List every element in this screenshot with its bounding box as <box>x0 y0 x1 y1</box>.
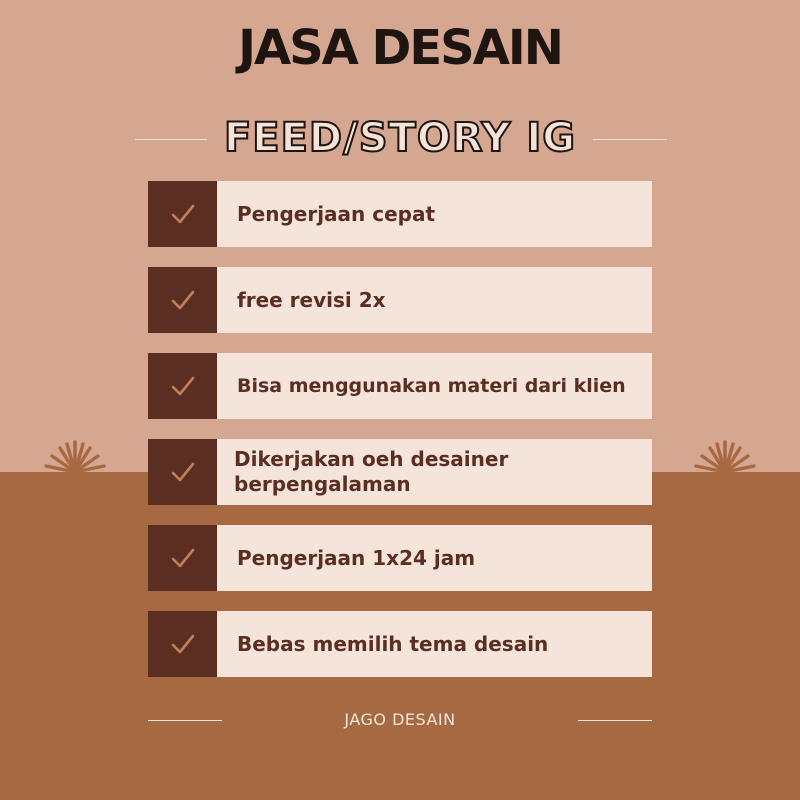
subtitle-divider-left <box>135 139 207 140</box>
feature-item <box>148 611 652 677</box>
sunburst-icon <box>690 438 760 474</box>
page-subtitle: FEED/STORY IG <box>223 115 577 161</box>
feature-item <box>148 353 652 419</box>
feature-text: Pengerjaan cepat <box>217 181 652 247</box>
feature-item <box>148 525 652 591</box>
checkmark-icon <box>148 439 217 505</box>
checkmark-icon <box>148 353 217 419</box>
checkmark-icon <box>148 267 217 333</box>
feature-text: Dikerjakan oeh desainer berpengalaman <box>217 439 652 505</box>
checkmark-icon <box>148 611 217 677</box>
footer-divider-left <box>148 720 222 721</box>
footer-brand: JAGO DESAIN <box>344 710 456 729</box>
checkmark-icon <box>148 525 217 591</box>
feature-text: Bebas memilih tema desain <box>217 611 652 677</box>
feature-item <box>148 181 652 247</box>
checkmark-icon <box>148 181 217 247</box>
feature-item <box>148 439 652 505</box>
page-title: JASA DESAIN <box>238 20 562 76</box>
footer-divider-right <box>578 720 652 721</box>
feature-text: free revisi 2x <box>217 267 652 333</box>
feature-text: Pengerjaan 1x24 jam <box>217 525 652 591</box>
subtitle-divider-right <box>593 139 667 140</box>
feature-item <box>148 267 652 333</box>
sunburst-icon <box>40 438 110 474</box>
feature-text: Bisa menggunakan materi dari klien <box>217 353 652 419</box>
